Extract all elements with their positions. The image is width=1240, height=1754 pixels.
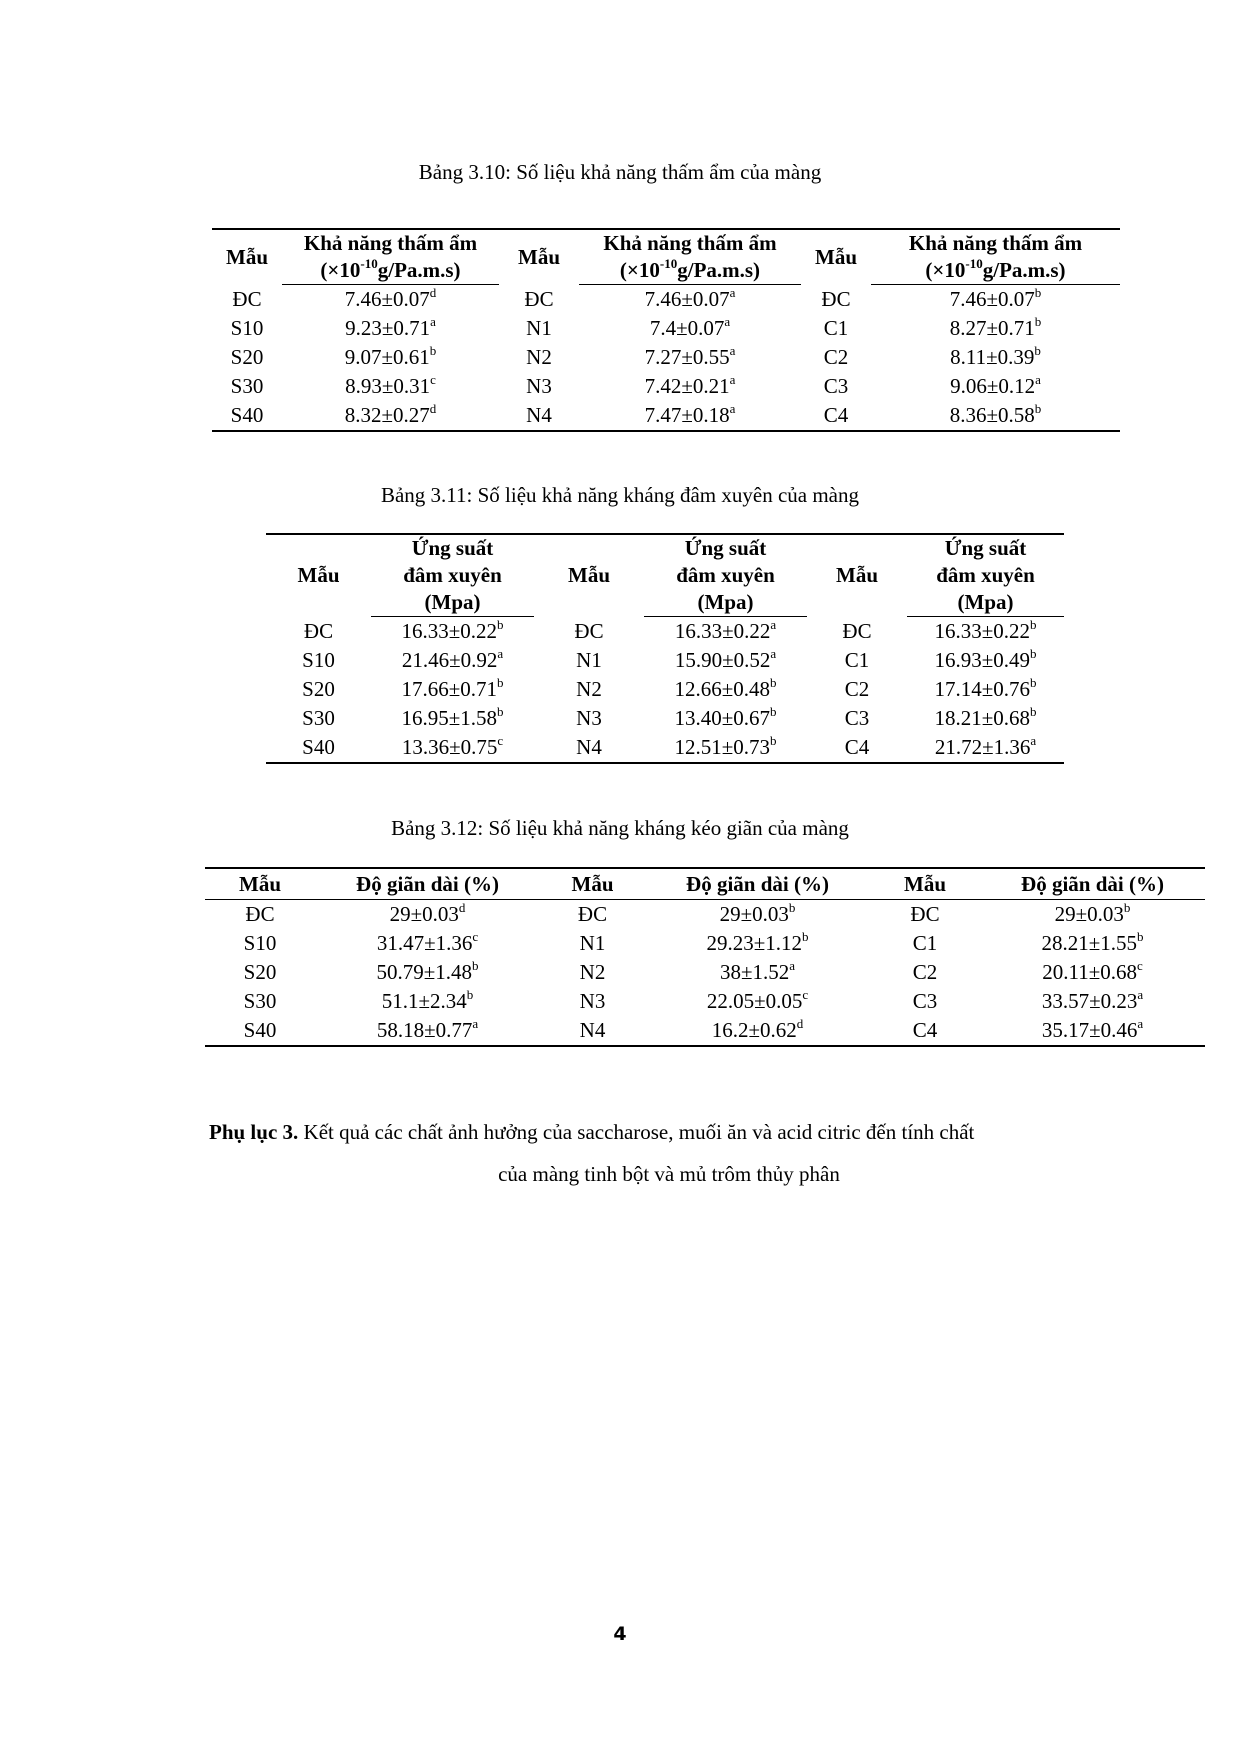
sample-cell: C4 — [807, 733, 907, 763]
significance-letter: b — [466, 987, 474, 1002]
value-cell — [371, 675, 534, 704]
value-cell — [371, 617, 534, 647]
value-header-unit: $(\times 10^{-10}g/Pa.m.s)$ — [579, 257, 801, 285]
table-3-11-caption: Bảng 3.11: Số liệu khả năng kháng đâm xuyên của màng — [380, 483, 860, 507]
value-text: 16.33±0.22 — [674, 619, 771, 643]
sample-cell: ĐC — [524, 286, 554, 311]
value-cell — [980, 929, 1205, 958]
significance-letter: c — [472, 929, 479, 944]
sample-cell: N4 — [540, 1016, 645, 1046]
significance-letter: b — [1030, 704, 1037, 719]
value-cell — [980, 987, 1205, 1016]
value-text: 29±0.03 — [389, 902, 459, 926]
appendix-paragraph — [209, 1111, 1129, 1195]
value-cell — [644, 704, 807, 733]
sample-cell: S20 — [243, 960, 277, 984]
significance-letter: d — [458, 900, 466, 915]
sample-header: Mẫu — [499, 229, 579, 285]
value-cell — [980, 958, 1205, 987]
value-text: 7.46±0.07 — [949, 287, 1035, 311]
sample-cell: N1 — [526, 316, 552, 340]
sample-cell: ĐC — [303, 618, 334, 643]
value-header-unit: (Mpa) — [371, 589, 534, 617]
value-header: đâm xuyên — [676, 563, 775, 587]
sample-cell: ĐC — [821, 286, 851, 311]
value-text: 20.11±0.68 — [1042, 960, 1137, 984]
value-text: 18.21±0.68 — [934, 706, 1031, 730]
sample-cell: S40 — [266, 733, 371, 763]
sample-cell: N3 — [526, 374, 552, 398]
table-row — [212, 314, 1120, 343]
value-cell — [282, 372, 499, 401]
exponent: -10 — [659, 256, 678, 271]
table-row — [205, 958, 1205, 987]
significance-letter: a — [724, 314, 731, 329]
value-cell — [907, 617, 1064, 647]
page-number: 4 — [613, 1623, 627, 1645]
value-header: Ứng suất — [644, 534, 807, 562]
value-text: 7.46±0.07 — [644, 287, 730, 311]
table-row — [205, 987, 1205, 1016]
value-cell — [871, 372, 1120, 401]
significance-letter: b — [497, 675, 504, 690]
value-text: 50.79±1.48 — [376, 960, 473, 984]
table-row — [205, 1016, 1205, 1046]
significance-letter: a — [729, 285, 736, 300]
significance-letter: a — [729, 343, 736, 358]
table-row — [266, 704, 1064, 733]
significance-letter: b — [1034, 401, 1042, 416]
value-text: 29±0.03 — [719, 902, 789, 926]
sample-cell: S10 — [243, 931, 277, 955]
value-cell — [907, 704, 1064, 733]
sample-cell: C2 — [844, 677, 870, 701]
significance-letter: b — [1137, 929, 1144, 944]
sample-cell: ĐC — [842, 618, 872, 643]
value-text: 51.1±2.34 — [381, 989, 467, 1013]
significance-letter: a — [729, 372, 736, 387]
appendix-text-line1: Kết quả các chất ảnh hưởng của saccharose, muối ăn và acid citric đến tính chất — [298, 1120, 975, 1144]
value-cell — [315, 958, 540, 987]
value-text: 8.32±0.27 — [344, 403, 430, 427]
value-text: 22.05±0.05 — [706, 989, 803, 1013]
value-cell — [644, 646, 807, 675]
sample-cell: N4 — [534, 733, 644, 763]
value-header-unit: $(\times 10^{-10}g/Pa.m.s)$ — [282, 257, 499, 285]
value-cell — [907, 675, 1064, 704]
sample-cell: C4 — [801, 401, 871, 431]
value-text: 7.46±0.07 — [344, 287, 430, 311]
value-text: 38±1.52 — [719, 960, 790, 984]
appendix-label: Phụ lục 3. — [209, 1120, 299, 1144]
value-cell — [871, 314, 1120, 343]
table-row — [212, 285, 1120, 315]
value-text: 21.46±0.92 — [401, 648, 498, 672]
sample-cell: N4 — [499, 401, 579, 431]
sample-cell: N2 — [576, 677, 602, 701]
value-cell — [371, 646, 534, 675]
significance-letter: c — [1136, 958, 1143, 973]
significance-letter: b — [788, 900, 796, 915]
value-cell — [980, 900, 1205, 930]
value-cell — [371, 704, 534, 733]
exponent: -10 — [965, 256, 983, 271]
value-cell — [871, 401, 1120, 431]
value-text: 16.93±0.49 — [934, 648, 1031, 672]
sample-cell: S30 — [243, 989, 277, 1013]
sample-cell: N1 — [579, 931, 606, 955]
significance-letter: b — [429, 343, 437, 358]
value-text: 16.95±1.58 — [401, 706, 498, 730]
value-cell — [644, 617, 807, 647]
value-cell — [579, 401, 801, 431]
value-cell — [644, 733, 807, 763]
significance-letter: d — [429, 285, 437, 300]
table-row — [212, 343, 1120, 372]
sample-header: Mẫu — [534, 534, 644, 617]
value-cell — [645, 958, 870, 987]
sample-cell: S20 — [302, 677, 335, 701]
value-text: 12.66±0.48 — [674, 677, 771, 701]
value-text: 13.40±0.67 — [674, 706, 771, 730]
sample-cell: C2 — [823, 345, 849, 369]
value-cell — [645, 987, 870, 1016]
sample-cell: C2 — [912, 960, 938, 984]
value-cell — [579, 285, 801, 315]
sample-cell: S10 — [230, 316, 264, 340]
sample-cell: C1 — [823, 316, 849, 340]
value-header: đâm xuyên — [936, 563, 1035, 587]
sample-cell: S30 — [230, 374, 264, 398]
value-text: 29.23±1.12 — [706, 931, 803, 955]
value-cell — [579, 343, 801, 372]
significance-letter: a — [497, 646, 504, 661]
significance-letter: a — [770, 646, 777, 661]
exponent: -10 — [360, 256, 378, 271]
sample-header: Mẫu — [205, 868, 315, 900]
value-cell — [282, 343, 499, 372]
significance-letter: b — [472, 958, 479, 973]
value-cell — [315, 929, 540, 958]
value-cell — [645, 900, 870, 930]
sample-header: Mẫu — [540, 868, 645, 900]
table-3-10 — [212, 228, 1120, 432]
value-text: 35.17±0.46 — [1041, 1018, 1138, 1042]
sample-cell: ĐC — [245, 902, 275, 926]
sample-cell: N2 — [526, 345, 552, 369]
value-text: 9.06±0.12 — [950, 374, 1036, 398]
significance-letter: b — [1030, 646, 1037, 661]
sample-cell: S40 — [205, 1016, 315, 1046]
significance-letter: b — [802, 929, 809, 944]
sample-cell: S30 — [302, 706, 335, 730]
table-row — [266, 675, 1064, 704]
value-text: 7.27±0.55 — [644, 345, 730, 369]
value-cell — [980, 1016, 1205, 1046]
value-cell — [282, 285, 499, 315]
table-row — [266, 733, 1064, 763]
value-header: Độ giãn dài (%) — [980, 868, 1205, 900]
significance-letter: b — [497, 704, 504, 719]
significance-letter: c — [497, 733, 504, 748]
value-text: 16.33±0.22 — [934, 619, 1031, 643]
sample-cell: C4 — [870, 1016, 980, 1046]
value-cell — [871, 343, 1120, 372]
table-row — [205, 929, 1205, 958]
value-text: 8.11±0.39 — [950, 345, 1035, 369]
sample-cell: C1 — [844, 648, 870, 672]
value-header-unit: (Mpa) — [907, 589, 1064, 617]
value-text: 8.93±0.31 — [345, 374, 431, 398]
value-text: 58.18±0.77 — [376, 1018, 473, 1042]
significance-letter: c — [802, 987, 809, 1002]
value-text: 9.07±0.61 — [344, 345, 430, 369]
significance-letter: c — [430, 372, 436, 387]
significance-letter: b — [1034, 285, 1042, 300]
significance-letter: a — [789, 958, 796, 973]
value-header: Khả năng thấm ẩm — [282, 229, 499, 257]
value-header-unit: (Mpa) — [644, 589, 807, 617]
significance-letter: b — [1030, 617, 1037, 632]
significance-letter: d — [429, 401, 437, 416]
value-cell — [907, 733, 1064, 763]
significance-letter: b — [1123, 900, 1131, 915]
significance-letter: d — [796, 1016, 804, 1031]
significance-letter: b — [770, 733, 777, 748]
value-cell — [579, 372, 801, 401]
significance-letter: a — [729, 401, 736, 416]
value-header: Ứng suất — [907, 534, 1064, 562]
sample-cell: C3 — [912, 989, 938, 1013]
sample-cell: N3 — [579, 989, 606, 1013]
significance-letter: b — [1034, 314, 1042, 329]
sample-cell: C3 — [823, 374, 849, 398]
significance-letter: a — [1035, 372, 1041, 387]
value-cell — [315, 1016, 540, 1046]
value-cell — [871, 285, 1120, 315]
value-cell — [315, 900, 540, 930]
value-text: 13.36±0.75 — [401, 735, 498, 759]
table-3-12-caption: Bảng 3.12: Số liệu khả năng kháng kéo giãn của màng — [391, 816, 849, 840]
table-row — [212, 401, 1120, 431]
sample-header: Mẫu — [870, 868, 980, 900]
table-3-12 — [205, 867, 1205, 1047]
sample-header: Mẫu — [807, 534, 907, 617]
sample-cell: S40 — [212, 401, 282, 431]
significance-letter: a — [1137, 1016, 1144, 1031]
value-cell — [282, 314, 499, 343]
table-row — [212, 372, 1120, 401]
sample-cell: ĐC — [577, 902, 608, 926]
value-text: 7.4±0.07 — [649, 316, 725, 340]
table-row — [266, 646, 1064, 675]
sample-cell: N2 — [579, 960, 606, 984]
value-header: Độ giãn dài (%) — [315, 868, 540, 900]
value-header: đâm xuyên — [403, 563, 502, 587]
value-cell — [644, 675, 807, 704]
value-text: 16.2±0.62 — [711, 1018, 797, 1042]
value-cell — [371, 733, 534, 763]
significance-letter: a — [430, 314, 436, 329]
value-text: 28.21±1.55 — [1041, 931, 1138, 955]
significance-letter: b — [497, 617, 504, 632]
significance-letter: a — [1030, 733, 1037, 748]
value-text: 33.57±0.23 — [1041, 989, 1138, 1013]
value-text: 8.27±0.71 — [949, 316, 1035, 340]
significance-letter: b — [1030, 675, 1037, 690]
significance-letter: a — [1137, 987, 1144, 1002]
value-text: 16.33±0.22 — [401, 619, 498, 643]
significance-letter: b — [770, 675, 777, 690]
value-text: 9.23±0.71 — [345, 316, 431, 340]
sample-cell: ĐC — [232, 286, 262, 311]
table-row — [205, 900, 1205, 930]
significance-letter: a — [770, 617, 777, 632]
value-cell — [282, 401, 499, 431]
value-header: Khả năng thấm ẩm — [579, 229, 801, 257]
sample-header: Mẫu — [801, 229, 871, 285]
sample-cell: S10 — [302, 648, 335, 672]
significance-letter: b — [770, 704, 777, 719]
value-cell — [645, 1016, 870, 1046]
value-text: 8.36±0.58 — [949, 403, 1035, 427]
value-text: 29±0.03 — [1054, 902, 1124, 926]
significance-letter: a — [472, 1016, 479, 1031]
value-text: 17.14±0.76 — [934, 677, 1031, 701]
value-header: Độ giãn dài (%) — [645, 868, 870, 900]
value-text: 7.47±0.18 — [644, 403, 730, 427]
value-text: 21.72±1.36 — [934, 735, 1031, 759]
sample-header: Mẫu — [266, 534, 371, 617]
sample-cell: ĐC — [574, 618, 604, 643]
value-cell — [579, 314, 801, 343]
value-header: Khả năng thấm ẩm — [871, 229, 1120, 257]
value-cell — [645, 929, 870, 958]
significance-letter: b — [1034, 343, 1041, 358]
sample-cell: N3 — [576, 706, 602, 730]
value-text: 12.51±0.73 — [674, 735, 771, 759]
sample-header: Mẫu — [212, 229, 282, 285]
value-text: 17.66±0.71 — [401, 677, 498, 701]
table-3-11 — [266, 533, 1064, 764]
sample-cell: C1 — [912, 931, 938, 955]
sample-cell: ĐC — [910, 902, 940, 926]
value-text: 15.90±0.52 — [674, 648, 771, 672]
appendix-text-line2: của màng tinh bột và mủ trôm thủy phân — [498, 1162, 840, 1186]
value-cell — [907, 646, 1064, 675]
table-row — [266, 617, 1064, 647]
value-header-unit: $(\times 10^{-10}g/Pa.m.s)$ — [871, 257, 1120, 285]
value-text: 31.47±1.36 — [376, 931, 473, 955]
sample-cell: C3 — [844, 706, 870, 730]
sample-cell: S20 — [230, 345, 264, 369]
value-cell — [315, 987, 540, 1016]
value-text: 7.42±0.21 — [644, 374, 730, 398]
value-header: Ứng suất — [371, 534, 534, 562]
table-3-10-caption: Bảng 3.10: Số liệu khả năng thấm ẩm của màng — [418, 160, 822, 184]
sample-cell: N1 — [576, 648, 602, 672]
